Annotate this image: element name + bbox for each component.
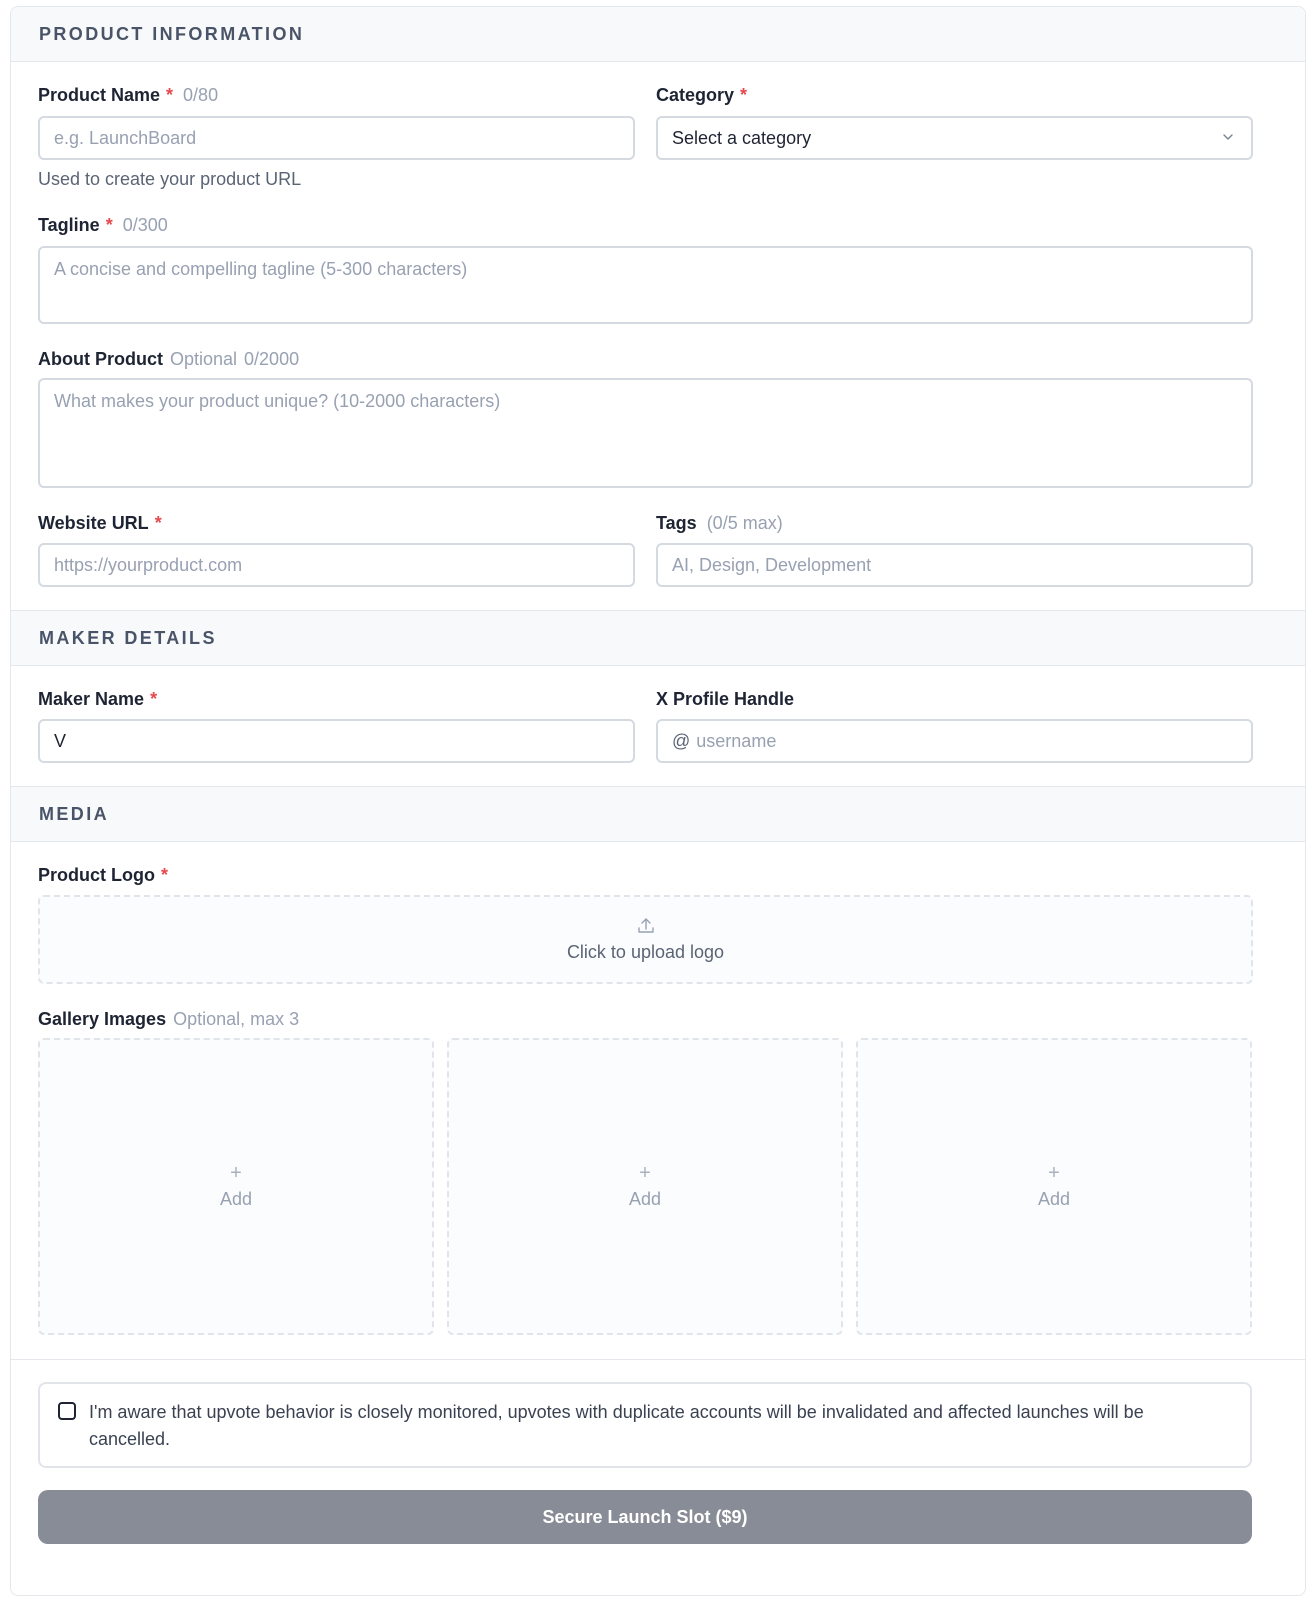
char-counter: 0/80	[183, 85, 219, 105]
x-handle-label: X Profile Handle	[656, 689, 795, 709]
section-title: MAKER DETAILS	[39, 627, 217, 648]
maker-name-input[interactable]: V	[38, 719, 635, 763]
required-marker: *	[740, 85, 748, 105]
required-marker: *	[150, 689, 158, 709]
product-name-input[interactable]: e.g. LaunchBoard	[38, 116, 635, 160]
optional-tag: Optional	[169, 349, 238, 369]
logo-upload-dropzone[interactable]	[38, 895, 1253, 984]
char-counter: 0/2000	[244, 349, 300, 369]
tags-limit: (0/5 max)	[706, 513, 783, 533]
required-marker: *	[166, 85, 174, 105]
tags-label: Tags (0/5 max)	[656, 513, 783, 533]
upload-logo-text: Click to upload logo	[566, 942, 725, 962]
product-logo-label: Product Logo *	[38, 865, 168, 885]
gallery-limit: Optional, max 3	[173, 1009, 300, 1029]
about-product-label: About Product Optional 0/2000	[38, 349, 300, 369]
section-header-media	[11, 786, 1305, 842]
launch-form-card	[10, 6, 1306, 1596]
section-title: MEDIA	[39, 803, 109, 824]
section-title: PRODUCT INFORMATION	[39, 23, 305, 44]
x-handle-input[interactable]: @ username	[656, 719, 1253, 763]
tags-input[interactable]: AI, Design, Development	[656, 543, 1253, 587]
website-url-label: Website URL *	[38, 513, 162, 533]
secure-launch-slot-button[interactable]: Secure Launch Slot ($9)	[38, 1490, 1252, 1544]
section-header-maker-details	[11, 610, 1305, 666]
plus-icon: +	[1048, 1162, 1060, 1184]
website-url-input[interactable]: https://yourproduct.com	[38, 543, 635, 587]
chevron-down-icon	[1221, 130, 1235, 144]
gallery-slot-3[interactable]	[856, 1038, 1252, 1335]
gallery-slot-1[interactable]	[38, 1038, 434, 1335]
product-name-help: Used to create your product URL	[38, 169, 302, 189]
consent-box	[38, 1382, 1252, 1468]
plus-icon: +	[639, 1162, 651, 1184]
product-name-label: Product Name * 0/80	[38, 85, 219, 105]
section-divider	[11, 1359, 1305, 1360]
consent-text: I'm aware that upvote behavior is closely monitored, upvotes with duplicate accounts will be invalidated and affected launches will be cancelled.	[89, 1402, 1144, 1449]
required-marker: *	[154, 513, 162, 533]
gallery-images-label: Gallery Images Optional, max 3	[38, 1009, 300, 1029]
required-marker: *	[160, 865, 168, 885]
tagline-textarea[interactable]: A concise and compelling tagline (5-300 characters)	[38, 246, 1253, 324]
consent-checkbox[interactable]	[58, 1402, 76, 1420]
at-prefix: @	[672, 730, 691, 751]
category-select[interactable]: Select a category	[656, 116, 1253, 160]
gallery-add-label: Add	[219, 1189, 253, 1209]
char-counter: 0/300	[122, 215, 168, 235]
plus-icon: +	[230, 1162, 242, 1184]
tagline-label: Tagline * 0/300	[38, 215, 168, 235]
upload-icon	[636, 916, 656, 936]
gallery-slot-2[interactable]	[447, 1038, 843, 1335]
gallery-add-label: Add	[628, 1189, 662, 1209]
category-label: Category *	[656, 85, 748, 105]
gallery-add-label: Add	[1037, 1189, 1071, 1209]
required-marker: *	[105, 215, 113, 235]
maker-name-label: Maker Name *	[38, 689, 158, 709]
about-product-textarea[interactable]: What makes your product unique? (10-2000 characters)	[38, 378, 1253, 488]
section-header-product-information	[11, 6, 1305, 62]
